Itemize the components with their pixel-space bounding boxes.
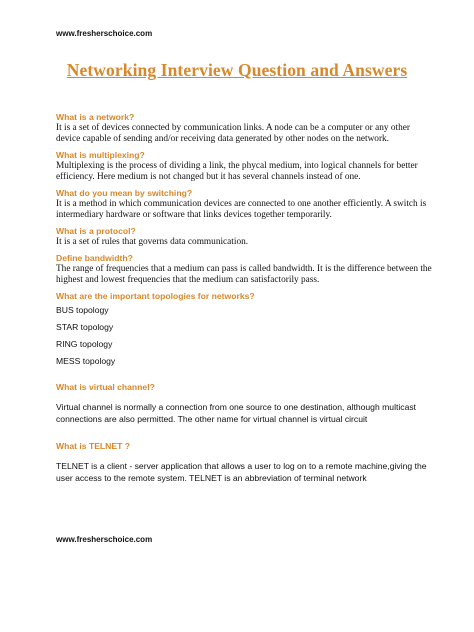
topology-item: STAR topology xyxy=(56,322,114,332)
qa-bandwidth xyxy=(56,253,436,286)
question-heading: Define bandwidth? xyxy=(56,253,133,263)
topology-item: BUS topology xyxy=(56,305,109,315)
topology-item: RING topology xyxy=(56,339,113,349)
answer-text: It is a method in which communication devices are connected to one another efficiently. A switch is intermediary hardware or software that links devices together temporarily. xyxy=(56,199,427,220)
header-site-link[interactable]: www.fresherschoice.com xyxy=(56,29,153,38)
document-body xyxy=(56,112,436,489)
answer-text: Virtual channel is normally a connection from one source to one destination, although multicast connections are also permitted. The other name for virtual channel is virtual circuit xyxy=(56,402,417,424)
qa-topologies xyxy=(56,291,436,370)
footer-site-link[interactable]: www.fresherschoice.com xyxy=(56,535,153,544)
answer-text: It is a set of rules that governs data communication. xyxy=(56,237,249,247)
answer-text: Multiplexing is the process of dividing a link, the phycal medium, into logical channels for better efficiency. Here medium is not changed but it has several channels instead of one. xyxy=(56,161,418,182)
answer-text: The range of frequencies that a medium can pass is called bandwidth. It is the difference between the highest and lowest frequencies that the medium can satisfactorily pass. xyxy=(56,264,432,285)
question-heading: What are the important topologies for networks? xyxy=(56,291,255,301)
question-heading: What is a protocol? xyxy=(56,226,136,236)
qa-network xyxy=(56,112,436,145)
page-title: Networking Interview Question and Answers xyxy=(66,60,408,80)
topology-item: MESS topology xyxy=(56,356,116,366)
qa-switching xyxy=(56,188,436,221)
answer-text: It is a set of devices connected by communication links. A node can be a computer or any other device capable of sending and/or receiving data generated by other nodes on the network. xyxy=(56,123,410,144)
qa-virtual-channel xyxy=(56,382,436,425)
question-heading: What do you mean by switching? xyxy=(56,188,193,198)
question-heading: What is a network? xyxy=(56,112,135,122)
qa-protocol xyxy=(56,226,436,248)
answer-text: TELNET is a client - server application that allows a user to log on to a remote machine,giving the user access to the remote system. TELNET is an abbreviation of terminal network xyxy=(56,461,427,483)
question-heading: What is multiplexing? xyxy=(56,150,145,160)
question-heading: What is virtual channel? xyxy=(56,382,155,392)
qa-telnet xyxy=(56,441,436,484)
question-heading: What is TELNET ? xyxy=(56,441,130,451)
qa-multiplexing xyxy=(56,150,436,183)
